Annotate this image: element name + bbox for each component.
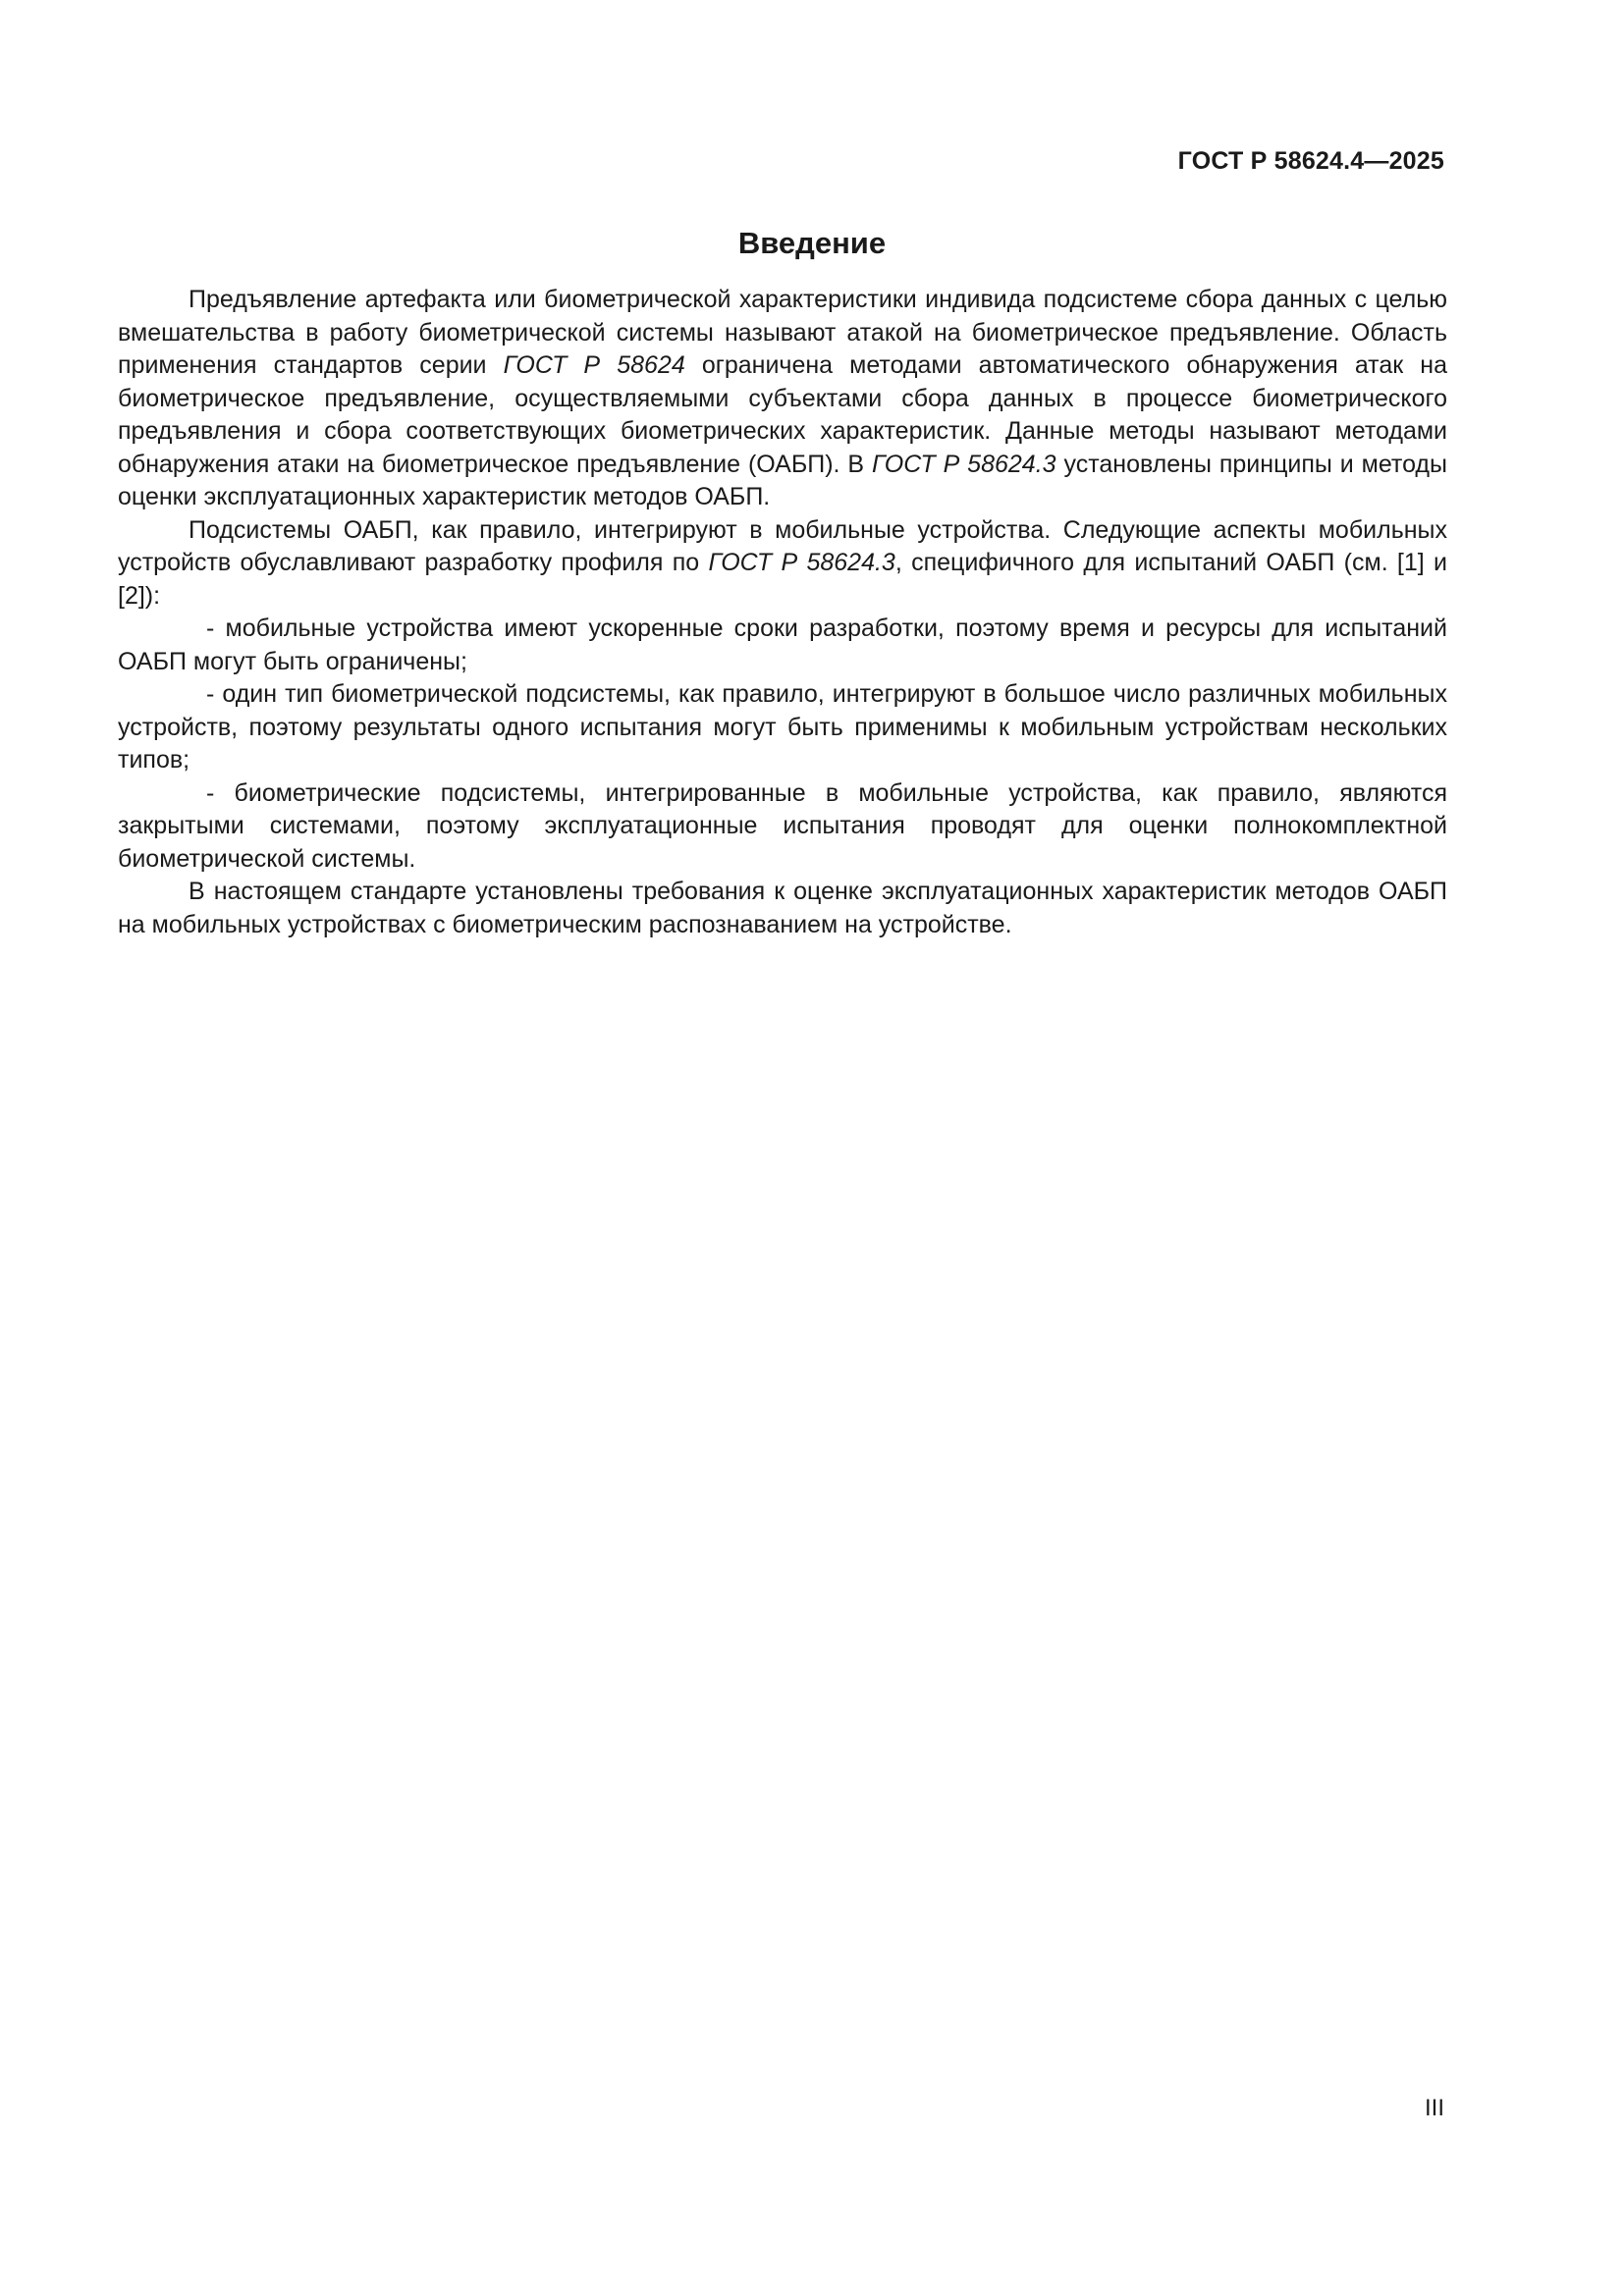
text-segment: ограничена методами автоматического обнаружения атак на биометрическое предъявление, осуществляемыми субъектами сбора данных в процессе биометрического предъявления и сбора соответствующих биометрических характеристик. Данные методы называют методами обнаружения атаки на биометрическое предъявление (ОАБП). В xyxy=(118,351,1447,478)
list-item xyxy=(118,613,1447,678)
text-segment: , специфичного для испытаний ОАБП (см. [1] и [2]): xyxy=(118,549,1447,610)
text-segment: - мобильные устройства имеют ускоренные сроки разработки, поэтому время и ресурсы для испытаний ОАБП могут быть ограничены; xyxy=(118,614,1447,675)
text-segment: - один тип биометрической подсистемы, как правило, интегрируют в большое число различных мобильных устройств, поэтому результаты одного испытания могут быть применимы к мобильным устройствам нескольких типов; xyxy=(118,680,1447,774)
introduction-body xyxy=(118,284,1447,941)
list-item xyxy=(118,678,1447,777)
text-segment: Подсистемы ОАБП, как правило, интегрируют в мобильные устройства. Следующие аспекты мобильных устройств обуславливают разработку профиля по xyxy=(118,515,1447,576)
paragraph xyxy=(118,876,1447,941)
page-title: Введение xyxy=(737,226,887,260)
standard-reference: ГОСТ Р 58624.3 xyxy=(708,549,895,576)
text-segment: В настоящем стандарте установлены требования к оценке эксплуатационных характеристик методов ОАБП на мобильных устройствах с биометрическим распознаванием на устройстве. xyxy=(118,878,1447,938)
list-item xyxy=(118,777,1447,877)
standard-reference: ГОСТ Р 58624 xyxy=(503,351,685,379)
paragraph xyxy=(118,514,1447,614)
standard-reference: ГОСТ Р 58624.3 xyxy=(871,450,1056,478)
page-number: III xyxy=(1424,2095,1444,2121)
standard-code: ГОСТ Р 58624.4—2025 xyxy=(1177,147,1444,175)
paragraph xyxy=(118,284,1447,514)
text-segment: Предъявление артефакта или биометрической характеристики индивида подсистеме сбора данных с целью вмешательства в работу биометрической системы называют атакой на биометрическое предъявление. Область применения стандартов серии xyxy=(118,286,1447,379)
text-segment: - биометрические подсистемы, интегрированные в мобильные устройства, как правило, являются закрытыми системами, поэтому эксплуатационные испытания проводят для оценки полнокомплектной биометрической системы. xyxy=(118,778,1447,873)
text-segment: установлены принципы и методы оценки эксплуатационных характеристик методов ОАБП. xyxy=(118,450,1447,510)
